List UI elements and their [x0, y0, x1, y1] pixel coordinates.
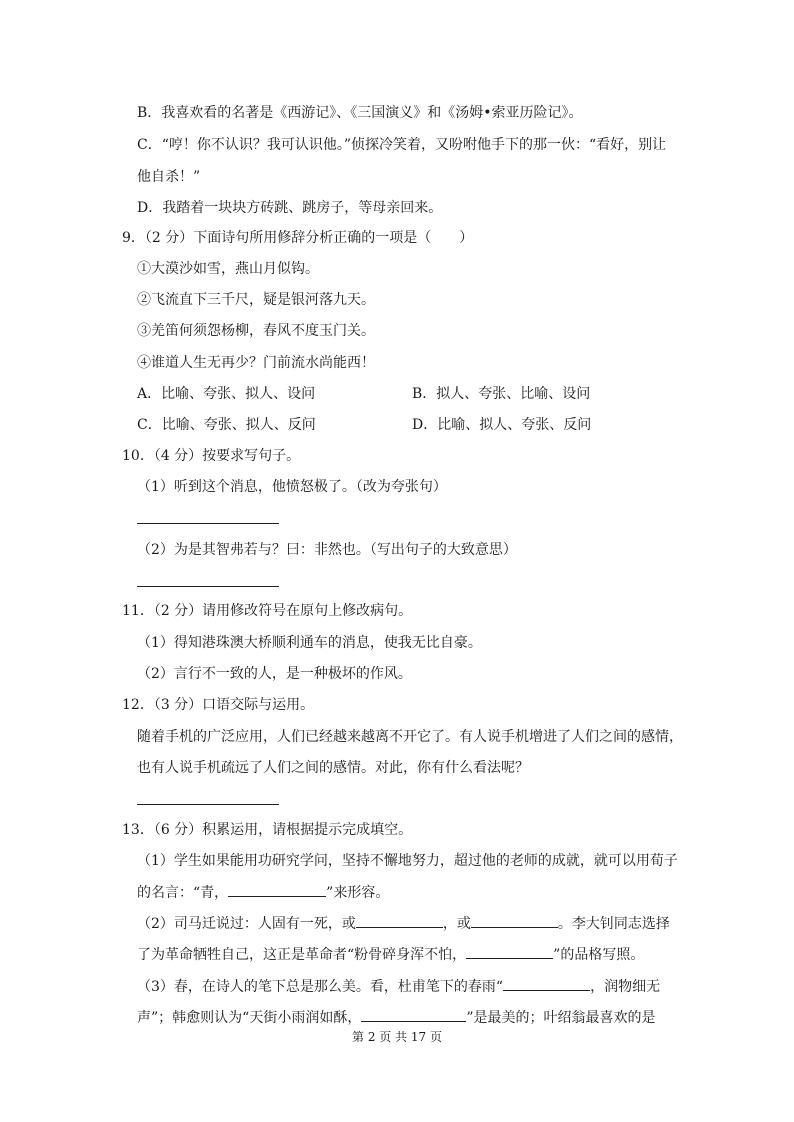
q12-answer-line[interactable]: [137, 804, 279, 805]
q13-s2-text-e: ”的品格写照。: [553, 947, 645, 963]
q13-s1-line2: [137, 882, 389, 903]
q9-line-2: ②飞流直下三千尺，疑是银河落九天。: [137, 292, 375, 308]
q9-option-c: C．比喻、夸张、拟人、反问: [137, 417, 316, 433]
q13-blank-4[interactable]: [466, 944, 553, 959]
q9-stem: 9．（2 分）下面诗句所用修辞分析正确的一项是（ ）: [122, 230, 474, 246]
q10-answer-line-1[interactable]: [137, 523, 279, 524]
q9-option-a: A．比喻、夸张、拟人、设问: [137, 386, 316, 402]
q9-line-1: ①大漠沙如雪，燕山月似钩。: [137, 261, 319, 277]
q11-sub2: （2）言行不一致的人，是一种极坏的作风。: [137, 666, 412, 682]
q12-stem: 12．（3 分）口语交际与运用。: [122, 697, 315, 713]
q13-s2-text-a: （2）司马迁说过：人固有一死，或: [137, 916, 356, 932]
q8-option-d: D．我踏着一块块方砖跳、跳房子，等母亲回来。: [137, 200, 443, 216]
q8-option-c-line1: C．“哼！你不认识？我可认识他。”侦探冷笑着，又吩咐他手下的那一伙：“看好，别让: [137, 137, 667, 153]
page-footer: 第 2 页 共 17 页: [352, 1030, 442, 1044]
q13-s1-line1: （1）学生如果能用功研究学问，坚持不懈地努力，超过他的老师的成就，就可以用荀子: [137, 853, 678, 869]
q9-option-d: D．比喻、拟人、夸张、反问: [412, 417, 592, 433]
q9-line-4: ④谁道人生无再少？门前流水尚能西！: [137, 355, 375, 371]
q13-blank-2[interactable]: [356, 913, 443, 928]
q13-s3-text-b: ，润物细无: [590, 979, 661, 995]
q13-s2-text-c: 。李大钊同志选择: [557, 916, 670, 932]
q9-option-b: B．拟人、夸张、比喻、设问: [412, 386, 591, 402]
q13-s3-text-a: （3）春，在诗人的笔下总是那么美。看，杜甫笔下的春雨“: [137, 979, 504, 995]
q13-s1-text-b: ”来形容。: [326, 885, 390, 901]
q9-line-3: ③羌笛何须怨杨柳，春风不度玉门关。: [137, 323, 375, 339]
q13-s2-line2: [137, 944, 644, 965]
q10-stem: 10．（4 分）按要求写句子。: [122, 448, 301, 464]
q13-s2-text-d: 了为革命牺牲自己，这正是革命者“粉骨碎身浑不怕，: [137, 947, 467, 963]
q8-option-c-line2: 他自杀！”: [137, 169, 201, 185]
q10-sub2: （2）为是其智弗若与？曰：非然也。（写出句子的大致意思）: [137, 542, 517, 558]
q13-stem: 13．（6 分）积累运用，请根据提示完成填空。: [122, 822, 413, 838]
q13-s1-text-a: 的名言：“青，: [137, 885, 229, 901]
q13-blank-6[interactable]: [361, 1007, 466, 1022]
q10-sub1: （1）听到这个消息，他愤怒极了。（改为夸张句）: [137, 479, 447, 495]
q13-s3-line2: [137, 1007, 656, 1028]
q13-s2-line1: [137, 913, 670, 934]
q13-s3-text-c: 声”；韩愈则认为“天街小雨润如酥，: [137, 1010, 362, 1026]
q12-paragraph-line1: 随着手机的广泛应用，人们已经越来越离不开它了。有人说手机增进了人们之间的感情，: [137, 729, 683, 745]
q11-stem: 11．（2 分）请用修改符号在原句上修改病句。: [122, 603, 413, 619]
q13-s3-line1: [137, 976, 660, 997]
q8-option-b: B．我喜欢看的名著是《西游记》、《三国演义》和《汤姆•索亚历险记》。: [137, 105, 583, 121]
q13-blank-3[interactable]: [471, 913, 558, 928]
q12-paragraph-line2: 也有人说手机疏远了人们之间的感情。对此，你有什么看法呢？: [137, 760, 529, 776]
q13-blank-5[interactable]: [503, 976, 590, 991]
q10-answer-line-2[interactable]: [137, 586, 279, 587]
q11-sub1: （1）得知港珠澳大桥顺利通车的消息，使我无比自豪。: [137, 635, 482, 651]
q13-s3-text-d: ”是最美的；叶绍翁最喜欢的是: [466, 1010, 656, 1026]
q13-s2-text-b: ，或: [442, 916, 471, 932]
q13-blank-1[interactable]: [228, 882, 326, 897]
